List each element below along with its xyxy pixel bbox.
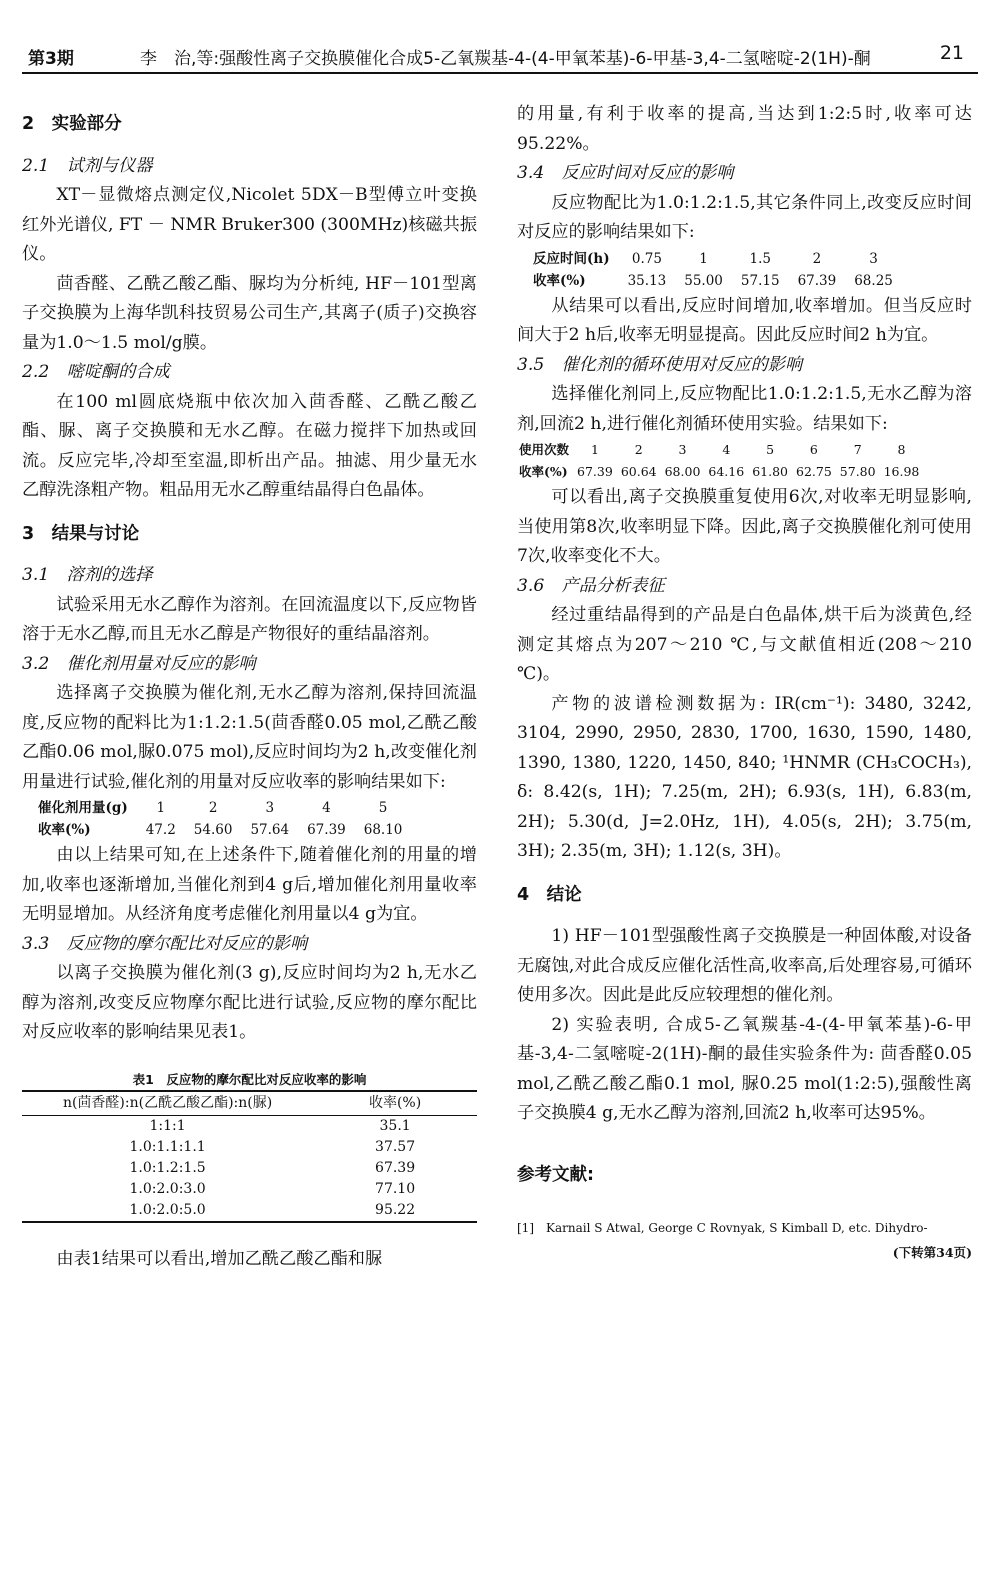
left-column bbox=[22, 100, 477, 1274]
table-cell: 5 bbox=[766, 442, 775, 457]
section-3-4-para-1: 反应物配比为1.0:1.2:1.5,其它条件同上,改变反应时间对反应的影响结果如下: bbox=[517, 192, 972, 242]
table-cell: 61.80 bbox=[752, 464, 788, 479]
section-3-2-para-1: 选择离子交换膜为催化剂,无水乙醇为溶剂,保持回流温度,反应物的配料比为1:1.2:1.5(茴香醛0.05 mol,乙酰乙酸乙酯0.06 mol,脲0.075 mol),反应时间均为2 h,改变催化剂用量进行试验,催化剂的用量对反应收率的影响结果如下: bbox=[22, 683, 477, 792]
table-cell: 4 bbox=[322, 800, 331, 816]
table-cell: 16.98 bbox=[883, 464, 920, 479]
section-3-6-heading: 3.6 产品分析表征 bbox=[517, 575, 665, 596]
table-cell: 54.60 bbox=[193, 822, 233, 838]
table-cell: 3 bbox=[678, 442, 687, 457]
table-cell: 35.13 bbox=[627, 272, 667, 289]
table-cell: 1.0:2.0:5.0 bbox=[129, 1201, 206, 1218]
table-header-yield: 收率(%) bbox=[313, 1091, 477, 1116]
section-3-4-heading: 3.4 反应时间对反应的影响 bbox=[517, 163, 734, 183]
table-row bbox=[517, 248, 902, 270]
table-cell: 2 bbox=[208, 800, 218, 816]
table-cell: 8 bbox=[897, 442, 906, 457]
conclusion-1: 1) HF－101型强酸性离子交换膜是一种固体酸,对设备无腐蚀,对此合成反应催化活性高,收率高,后处理容易,可循环使用多次。因此是此反应较理想的催化剂。 bbox=[517, 926, 972, 1005]
table-cell: 催化剂用量(g) bbox=[38, 800, 128, 816]
table-row bbox=[517, 270, 902, 292]
table-cell: 6 bbox=[809, 442, 818, 457]
section-3-heading: 3 结果与讨论 bbox=[22, 523, 140, 544]
table-cell: 3 bbox=[265, 800, 275, 816]
section-3-5-para-2: 可以看出,离子交换膜重复使用6次,对收率无明显影响,当使用第8次,收率明显下降。因此,离子交换膜催化剂可使用7次,收率变化不大。 bbox=[517, 487, 972, 566]
table-row bbox=[22, 819, 411, 841]
table-cell: 使用次数 bbox=[519, 442, 570, 457]
continued-note: (下转第34页) bbox=[892, 1245, 972, 1260]
catalyst-amount-table bbox=[22, 797, 411, 841]
table-cell: 0.75 bbox=[631, 250, 662, 267]
table-cell: 5 bbox=[378, 800, 388, 816]
table-cell: 1 bbox=[590, 442, 599, 457]
section-2-heading: 2 实验部分 bbox=[22, 114, 122, 134]
table-header-row bbox=[22, 1091, 477, 1116]
table-cell: 1 bbox=[699, 250, 708, 267]
table-cell: 67.39 bbox=[577, 464, 613, 479]
table-cell: 77.10 bbox=[375, 1180, 416, 1197]
table-cell: 1 bbox=[156, 800, 166, 816]
running-title: 李 治,等:强酸性离子交换膜催化合成5-乙氧羰基-4-(4-甲氧苯基)-6-甲基-3,4-二氢嘧啶-2(1H)-酮 bbox=[140, 49, 871, 69]
section-2-1-heading: 2.1 试剂与仪器 bbox=[22, 155, 153, 176]
table-cell: 57.80 bbox=[839, 464, 876, 479]
table-cell: 67.39 bbox=[375, 1159, 416, 1176]
running-header bbox=[22, 38, 978, 74]
table-cell: 67.39 bbox=[307, 822, 346, 838]
section-2-2-para-1: 在100 ml圆底烧瓶中依次加入茴香醛、乙酰乙酸乙酯、脲、离子交换膜和无水乙醇。在磁力搅拌下加热或回流。反应完毕,冷却至室温,即析出产品。抽滤、用少量无水乙醇洗涤粗产物。粗品用无水乙醇重结晶得白色晶体。 bbox=[22, 391, 477, 500]
section-3-3-heading: 3.3 反应物的摩尔配比对反应的影响 bbox=[22, 933, 308, 954]
table-cell: 60.64 bbox=[620, 464, 657, 479]
table-cell: 2 bbox=[634, 442, 643, 457]
section-2-2-heading: 2.2 嘧啶酮的合成 bbox=[22, 362, 170, 382]
table-cell: 62.75 bbox=[796, 464, 832, 479]
conclusion-2: 2) 实验表明, 合成5-乙氧羰基-4-(4-甲氧苯基)-6-甲基-3,4-二氢嘧啶-2(1H)-酮的最佳实验条件为: 茴香醛0.05 mol,乙酰乙酸乙酯0.1 mol, 脲0.25 mol(1:2:5),强酸性离子交换膜4 g,无水乙醇为溶剂,回流2 h,收率可达95%。 bbox=[517, 1014, 972, 1123]
table-row bbox=[517, 461, 923, 483]
section-3-2-para-2: 由以上结果可知,在上述条件下,随着催化剂的用量的增加,收率也逐渐增加,当催化剂到4 g后,增加催化剂用量收率无明显增加。从经济角度考虑催化剂用量以4 g为宜。 bbox=[22, 845, 477, 924]
table-cell: 68.25 bbox=[854, 272, 893, 289]
table-row bbox=[22, 1158, 477, 1179]
table-row bbox=[22, 1137, 477, 1158]
table-cell: 2 bbox=[812, 250, 822, 267]
section-3-3-para-1: 以离子交换膜为催化剂(3 g),反应时间均为2 h,无水乙醇为溶剂,改变反应物摩尔配比进行试验,反应物的摩尔配比对反应收率的影响结果见表1。 bbox=[22, 963, 477, 1042]
section-3-3-para-2-start: 由表1结果可以看出,增加乙酰乙酸乙酯和脲 bbox=[56, 1248, 383, 1269]
table-cell: 68.00 bbox=[664, 464, 701, 479]
references-heading: 参考文献: bbox=[517, 1164, 594, 1185]
table-cell: 57.15 bbox=[740, 272, 780, 289]
table-cell: 37.57 bbox=[375, 1138, 416, 1155]
reference-1: [1] Karnail S Atwal, George C Rovnyak, S Kimball D, etc. Dihydro- bbox=[517, 1221, 928, 1235]
table-cell: 55.00 bbox=[684, 272, 723, 289]
table-cell: 收率(%) bbox=[38, 822, 91, 838]
table-cell: 1.0:2.0:3.0 bbox=[129, 1180, 206, 1197]
section-3-5-heading: 3.5 催化剂的循环使用对反应的影响 bbox=[517, 354, 803, 375]
table-cell: 反应时间(h) bbox=[533, 250, 610, 267]
table-cell: 47.2 bbox=[145, 822, 176, 838]
table-cell: 57.64 bbox=[250, 822, 290, 838]
table-cell: 68.10 bbox=[363, 822, 403, 838]
table-row bbox=[22, 1115, 477, 1137]
section-3-5-para-1: 选择催化剂同上,反应物配比1.0:1.2:1.5,无水乙醇为溶剂,回流2 h,进行催化剂循环使用实验。结果如下: bbox=[517, 384, 972, 434]
table-cell: 收率(%) bbox=[533, 272, 586, 289]
section-4-heading: 4 结论 bbox=[517, 884, 582, 905]
table-cell: 64.16 bbox=[708, 464, 745, 479]
table-row bbox=[517, 439, 923, 461]
table-row bbox=[22, 1200, 477, 1222]
table-1-caption: 表1 反应物的摩尔配比对反应收率的影响 bbox=[132, 1071, 367, 1087]
table-cell: 3 bbox=[869, 250, 878, 267]
table-row bbox=[22, 1179, 477, 1200]
table-cell: 95.22 bbox=[375, 1201, 416, 1218]
table-cell: 4 bbox=[722, 442, 731, 457]
table-cell: 1:1:1 bbox=[149, 1117, 186, 1134]
table-cell: 1.0:1.1:1.1 bbox=[129, 1138, 206, 1155]
section-3-2-heading: 3.2 催化剂用量对反应的影响 bbox=[22, 653, 256, 674]
table-header-ratio: n(茴香醛):n(乙酰乙酸乙酯):n(脲) bbox=[22, 1091, 313, 1116]
reaction-time-table bbox=[517, 248, 902, 292]
section-3-1-heading: 3.1 溶剂的选择 bbox=[22, 565, 153, 585]
issue-label: 第3期 bbox=[28, 49, 74, 69]
section-3-4-para-2: 从结果可以看出,反应时间增加,收率增加。但当反应时间大于2 h后,收率无明显提高。因此反应时间2 h为宜。 bbox=[517, 295, 972, 345]
section-3-6-para-1: 经过重结晶得到的产品是白色晶体,烘干后为淡黄色,经测定其熔点为207～210 ℃,与文献值相近(208～210 ℃)。 bbox=[517, 605, 972, 684]
section-2-1-para-2: 茴香醛、乙酰乙酸乙酯、脲均为分析纯, HF－101型离子交换膜为上海华凯科技贸易公司生产,其离子(质子)交换容量为1.0～1.5 mol/g膜。 bbox=[22, 273, 477, 353]
right-column bbox=[517, 100, 972, 1268]
catalyst-reuse-table bbox=[517, 439, 923, 483]
section-3-6-para-2: 产物的波谱检测数据为: IR(cm⁻¹): 3480, 3242, 3104, 2990, 2950, 2830, 1700, 1630, 1590, 1480, 1390, 1380, 1220, 1450, 840; ¹HNMR (CH₃COCH₃), δ: 8.42(s, 1H); 7.25(m, 2H); 6.93(s, 1H), 6.83(m, 2H); 5.30(d, J=2.0Hz, 1H), 4.05(s, 2H); 3.75(m, 3H); 2.35(m, 3H); 1.12(s, 3H)。 bbox=[517, 693, 972, 861]
section-2-1-para-1: XT－显微熔点测定仪,Nicolet 5DX－B型傅立叶变换红外光谱仪, FT － NMR Bruker300 (300MHz)核磁共振仪。 bbox=[22, 185, 478, 264]
section-3-1-para-1: 试验采用无水乙醇作为溶剂。在回流温度以下,反应物皆溶于无水乙醇,而且无水乙醇是产物很好的重结晶溶剂。 bbox=[22, 594, 477, 644]
table-row bbox=[22, 797, 411, 819]
page-number: 21 bbox=[939, 42, 964, 64]
table-cell: 1.5 bbox=[749, 250, 771, 267]
table-cell: 67.39 bbox=[797, 272, 837, 289]
table-1 bbox=[22, 1070, 477, 1223]
molar-ratio-table bbox=[22, 1090, 477, 1223]
table-cell: 7 bbox=[853, 442, 862, 457]
table-cell: 35.1 bbox=[379, 1117, 411, 1134]
table-cell: 收率(%) bbox=[519, 464, 568, 479]
table-cell: 1.0:1.2:1.5 bbox=[129, 1159, 206, 1176]
section-3-3-para-2-cont: 的用量,有利于收率的提高,当达到1:2:5时,收率可达95.22%。 bbox=[517, 104, 972, 154]
